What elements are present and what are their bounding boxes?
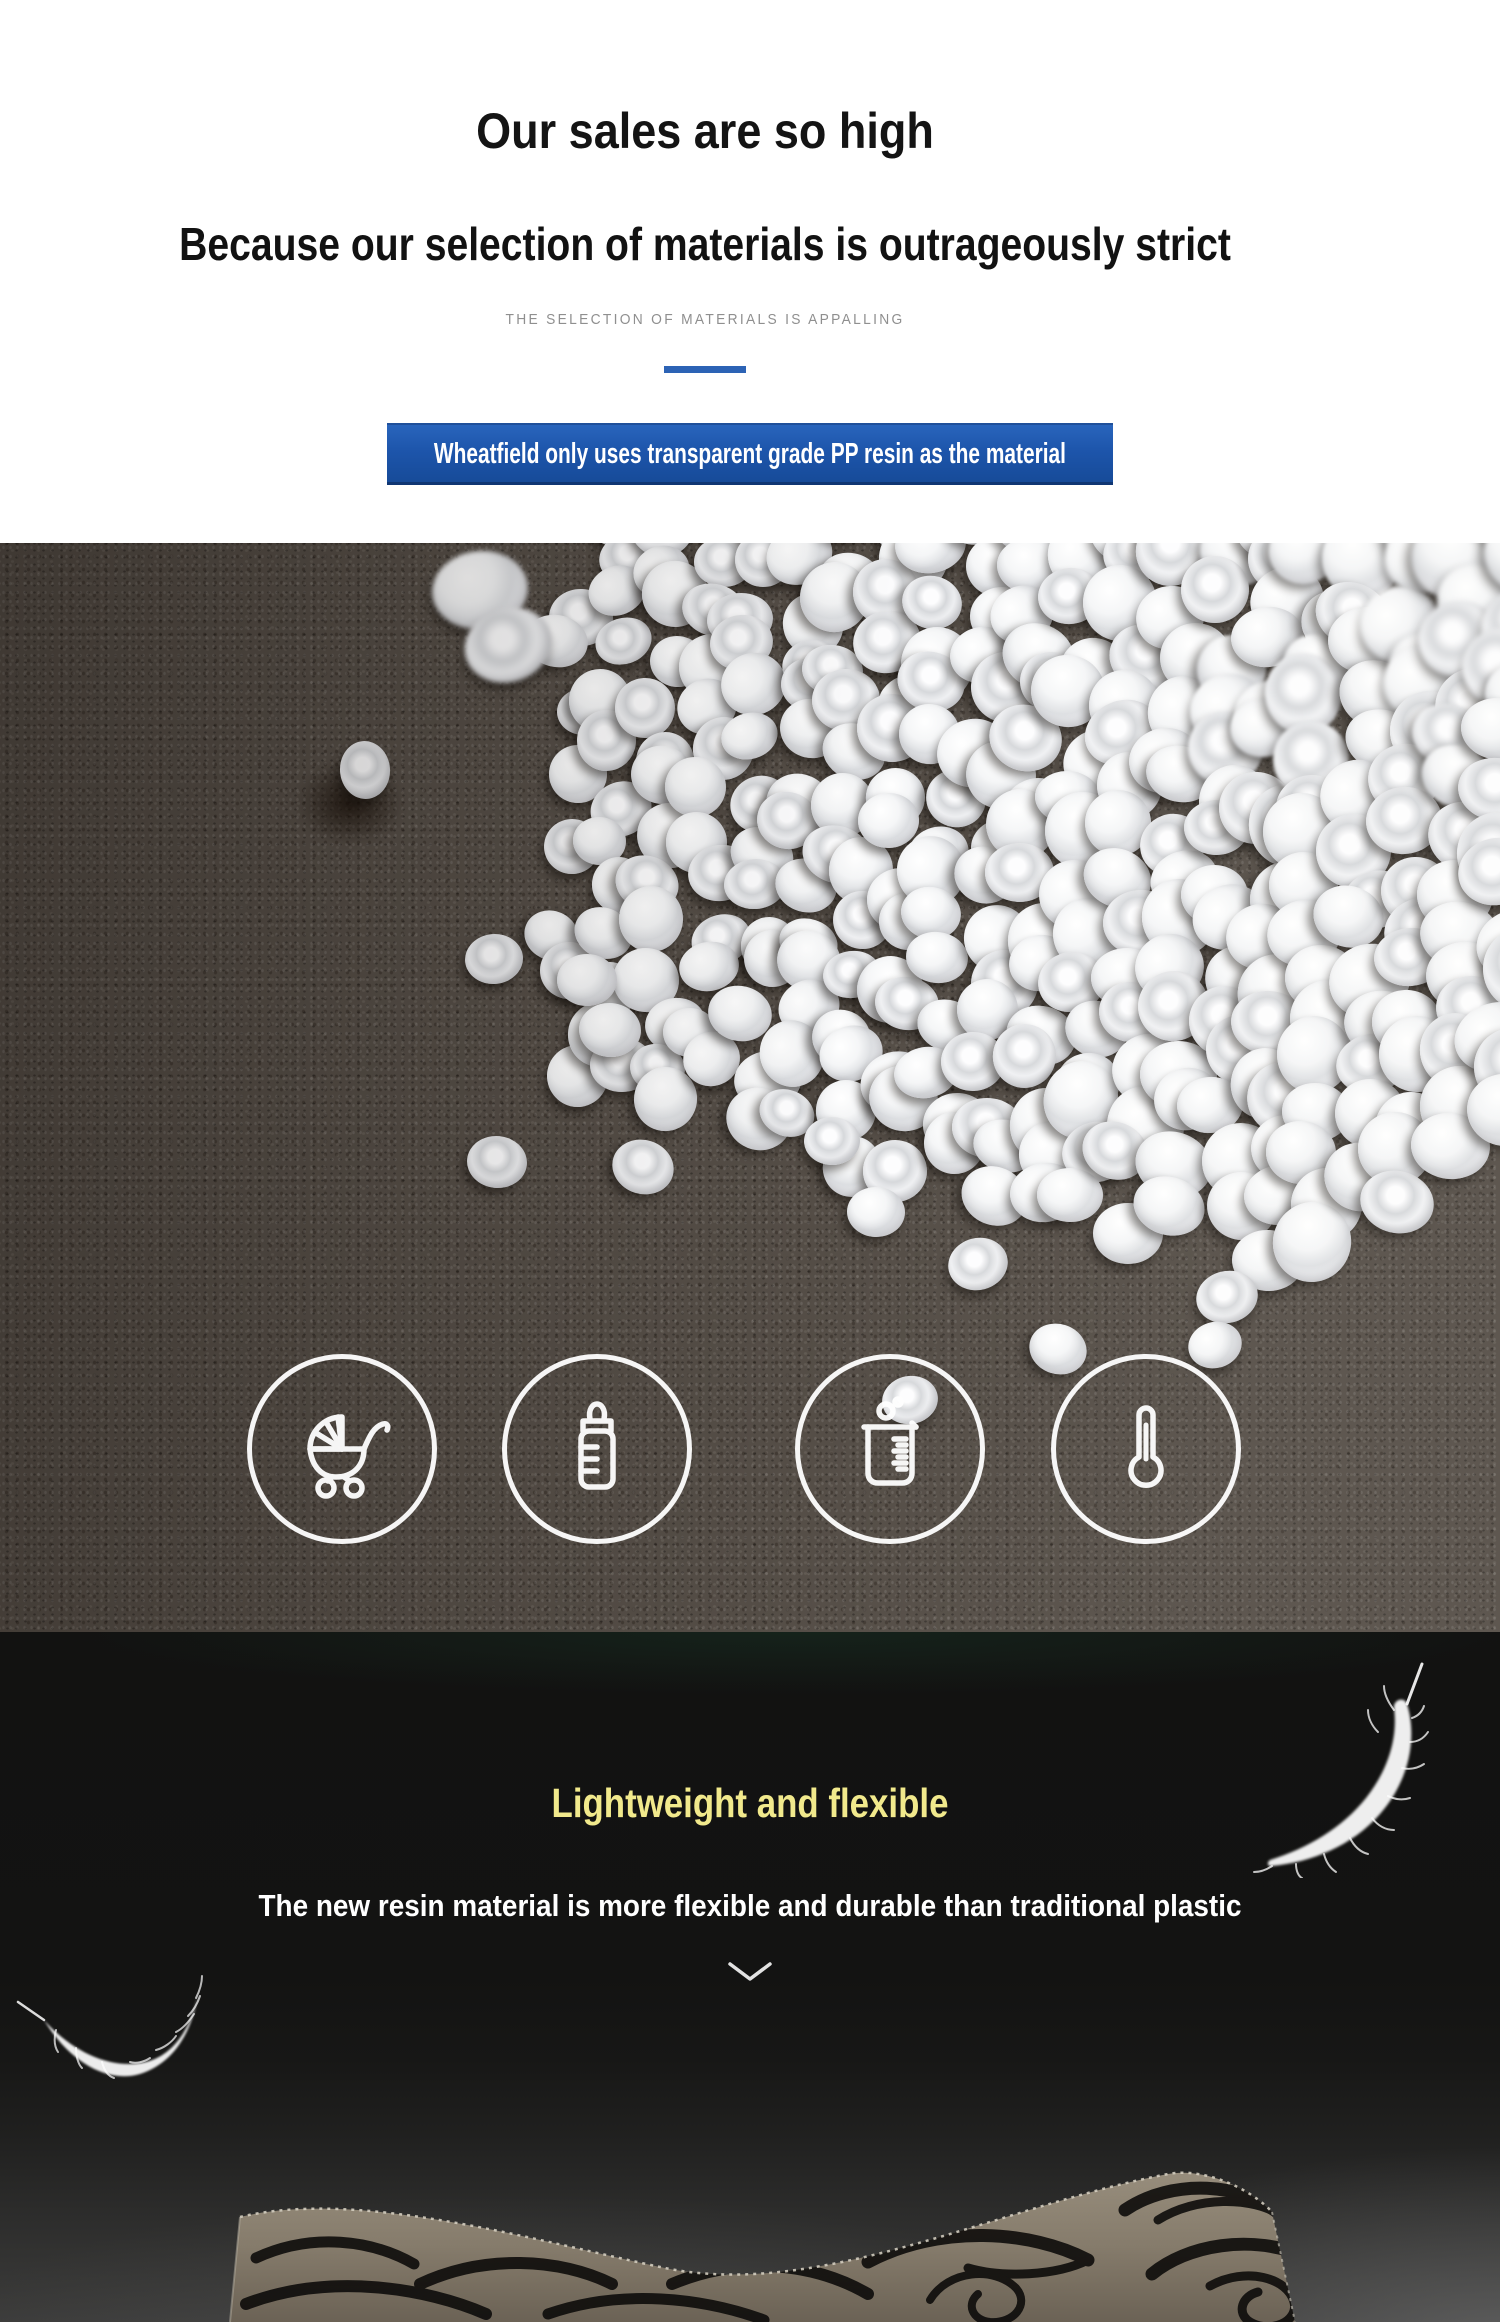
feather-left-icon — [14, 1968, 204, 2088]
resin-pellet — [605, 1132, 680, 1202]
tagline: THE SELECTION OF MATERIALS IS APPALLING — [505, 311, 905, 328]
material-banner-label: Wheatfield only uses transparent grade PP resin as the material — [433, 437, 1067, 470]
resin-pellet — [1037, 1167, 1104, 1222]
resin-pellet — [1023, 1316, 1094, 1382]
feature-description: The new resin material is more flexible and durable than traditional plastic — [258, 1888, 1242, 1923]
chevron-down-icon — [725, 1960, 775, 1984]
stroller-icon — [247, 1354, 437, 1544]
page-title: Our sales are so high — [476, 103, 934, 159]
baby-bottle-icon — [502, 1354, 692, 1544]
hero-section — [0, 0, 1500, 543]
feature-section — [0, 1632, 1500, 2322]
feature-heading: Lightweight and flexible — [551, 1780, 949, 1826]
page-subtitle: Because our selection of materials is outrageously strict — [179, 218, 1231, 270]
feather-right-icon — [1226, 1658, 1451, 1878]
thermometer-icon — [1051, 1354, 1241, 1544]
accent-divider — [664, 366, 746, 373]
patterned-sheet-render — [0, 2162, 1500, 2322]
resin-pellet — [463, 932, 525, 987]
resin-pellet — [465, 1133, 530, 1191]
material-banner — [387, 423, 1113, 485]
resin-pellet — [557, 954, 617, 1006]
resin-pellets-photo — [0, 543, 1500, 1632]
beaker-icon — [795, 1354, 985, 1544]
resin-pellet — [942, 1231, 1013, 1297]
